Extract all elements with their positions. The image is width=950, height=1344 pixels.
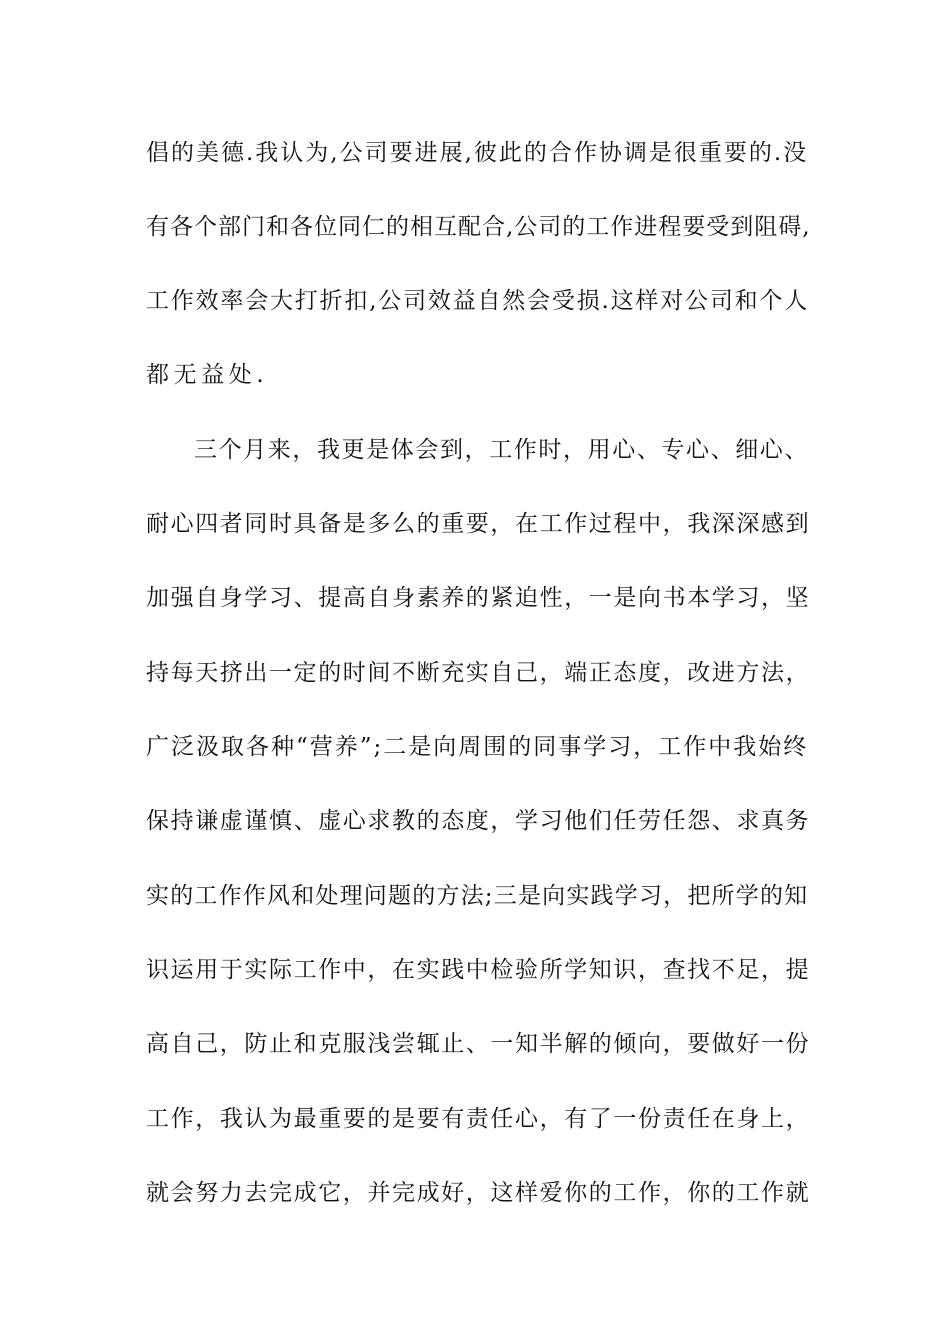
text-line: 广泛汲取各种“营养”;二是向周围的同事学习，工作中我始终 [146,734,809,760]
paragraph-first-line: 三个月来，我更是体会到，工作时，用心、专心、细心、 [194,437,809,463]
text-line: 高自己，防止和克服浅尝辄止、一知半解的倾向，要做好一份 [146,1031,811,1057]
text-line: 识运用于实际工作中，在实践中检验所学知识，查找不足，提 [146,957,811,983]
text-line: 都无益处. [146,362,269,388]
text-line: 耐心四者同时具备是多么的重要，在工作过程中，我深深感到 [146,511,811,537]
text-line: 加强自身学习、提高自身素养的紧迫性，一是向书本学习，坚 [146,585,811,611]
text-line: 保持谦虚谨慎、虚心求教的态度，学习他们任劳任怨、求真务 [146,808,811,834]
text-line: 实的工作作风和处理问题的方法;三是向实践学习，把所学的知 [146,883,809,909]
text-line: 工作，我认为最重要的是要有责任心，有了一份责任在身上， [146,1106,811,1132]
text-line: 有各个部门和各位同仁的相互配合,公司的工作进程要受到阻碍, [146,214,811,240]
text-line: 持每天挤出一定的时间不断充实自己，端正态度，改进方法， [146,660,811,686]
text-line: 倡的美德.我认为,公司要进展,彼此的合作协调是很重要的.没 [146,140,809,166]
text-line: 工作效率会大打折扣,公司效益自然会受损.这样对公司和个人 [146,288,810,314]
text-line: 就会努力去完成它，并完成好，这样爱你的工作，你的工作就 [146,1180,811,1206]
